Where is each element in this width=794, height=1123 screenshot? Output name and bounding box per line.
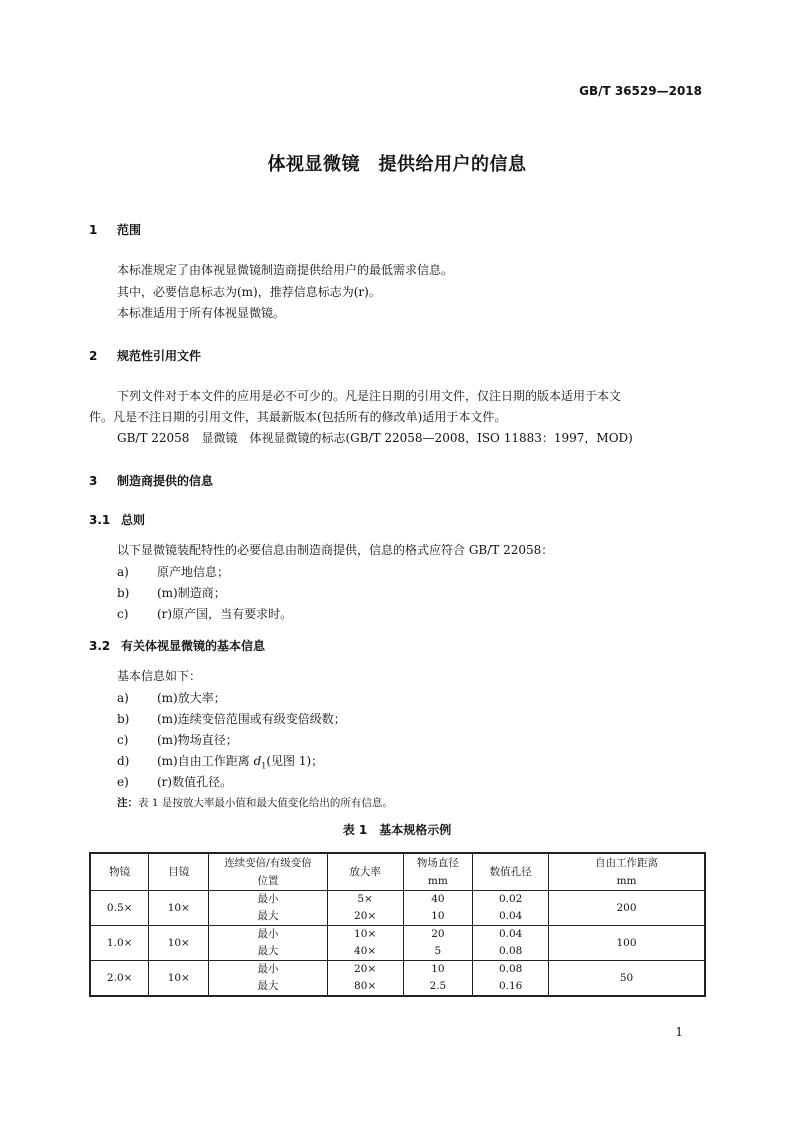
- header-field-diameter: [403, 853, 473, 891]
- list-item: [117, 752, 323, 770]
- cell-objective: 0.5×: [90, 891, 149, 926]
- cell-numerical-aperture: 0.16: [473, 978, 549, 996]
- cell-objective: 2.0×: [90, 961, 149, 997]
- table-row: [90, 926, 705, 944]
- cell-magnification: 5×: [327, 891, 403, 909]
- section-title: 规范性引用文件: [117, 349, 202, 363]
- cell-working-distance: 200: [549, 891, 705, 926]
- header-unit: mm: [427, 875, 448, 887]
- section-title: 范围: [117, 223, 142, 237]
- cell-working-distance: 100: [549, 926, 705, 961]
- cell-field-diameter: 10: [403, 961, 473, 979]
- table-row: [90, 961, 705, 979]
- paragraph: 以下显微镜装配特性的必要信息由制造商提供，信息的格式应符合 GB/T 22058：: [117, 543, 554, 557]
- list-marker: c): [117, 733, 129, 747]
- cell-position: 最小: [209, 891, 328, 909]
- cell-numerical-aperture: 0.04: [473, 926, 549, 944]
- normative-reference: GB/T 22058 显微镜 体视显微镜的标志(GB/T 22058—2008，ISO 11883：1997，MOD): [117, 431, 633, 445]
- cell-position: 最大: [209, 908, 328, 926]
- paragraph: 基本信息如下：: [117, 669, 202, 683]
- list-text: (m)连续变倍范围或有级变倍级数；: [157, 712, 346, 726]
- list-item: [117, 773, 232, 790]
- symbol-subscript: 1: [261, 761, 267, 771]
- list-text-suffix: (见图 1)；: [266, 754, 324, 768]
- list-marker: e): [117, 775, 129, 789]
- cell-position: 最大: [209, 978, 328, 996]
- header-zoom-position: [209, 853, 328, 891]
- subsection-3-1-heading: [89, 511, 145, 528]
- header-working-distance: [549, 853, 705, 891]
- cell-field-diameter: 2.5: [403, 978, 473, 996]
- note-label: 注：: [117, 797, 138, 809]
- table-header-row: [90, 853, 705, 891]
- section-title: 总则: [121, 513, 146, 527]
- spec-table: [89, 852, 706, 997]
- section-number: 3.1: [89, 513, 111, 527]
- table-row: [90, 891, 705, 909]
- cell-field-diameter: 40: [403, 891, 473, 909]
- list-text: (m)自由工作距离: [157, 754, 254, 768]
- cell-numerical-aperture: 0.04: [473, 908, 549, 926]
- paragraph: 本标准规定了由体视显微镜制造商提供给用户的最低需求信息。: [117, 263, 454, 277]
- list-marker: d): [117, 754, 130, 768]
- header-text: 位置: [257, 875, 279, 887]
- section-title: 有关体视显微镜的基本信息: [121, 639, 266, 653]
- cell-numerical-aperture: 0.08: [473, 961, 549, 979]
- list-text: 原产地信息；: [157, 565, 230, 579]
- cell-field-diameter: 10: [403, 908, 473, 926]
- cell-eyepiece: 10×: [149, 926, 209, 961]
- list-item: [117, 563, 229, 580]
- list-text: (r)数值孔径。: [157, 775, 233, 789]
- header-numerical-aperture: 数值孔径: [473, 853, 549, 891]
- section-title: 制造商提供的信息: [117, 474, 214, 488]
- paragraph: 本标准适用于所有体视显微镜。: [117, 306, 286, 320]
- list-text: (m)物场直径；: [157, 733, 238, 747]
- cell-position: 最小: [209, 961, 328, 979]
- page-number: 1: [675, 1025, 683, 1039]
- list-marker: c): [117, 607, 129, 621]
- note: [117, 795, 393, 810]
- cell-numerical-aperture: 0.02: [473, 891, 549, 909]
- table-caption: 表 1 基本规格示例: [342, 823, 452, 837]
- header-objective: 物镜: [90, 853, 149, 891]
- header-magnification: 放大率: [327, 853, 403, 891]
- paragraph: 下列文件对于本文件的应用是必不可少的。凡是注日期的引用文件，仅注日期的版本适用于本文: [117, 389, 622, 403]
- cell-eyepiece: 10×: [149, 961, 209, 997]
- cell-eyepiece: 10×: [149, 891, 209, 926]
- symbol-d: d: [253, 754, 262, 768]
- cell-position: 最小: [209, 926, 328, 944]
- list-item: [117, 605, 292, 622]
- list-marker: a): [117, 565, 129, 579]
- list-marker: a): [117, 691, 129, 705]
- cell-magnification: 10×: [327, 926, 403, 944]
- section-3-heading: [89, 472, 213, 489]
- section-number: 2: [89, 349, 98, 363]
- list-item: [117, 710, 346, 727]
- list-item: [117, 584, 226, 601]
- cell-magnification: 80×: [327, 978, 403, 996]
- cell-field-diameter: 20: [403, 926, 473, 944]
- standard-number: GB/T 36529—2018: [579, 84, 702, 98]
- header-eyepiece: 目镜: [149, 853, 209, 891]
- list-item: [117, 731, 238, 748]
- subsection-3-2-heading: [89, 637, 265, 654]
- note-text: 表 1 是按放大率最小值和最大值变化给出的所有信息。: [138, 797, 393, 809]
- cell-magnification: 40×: [327, 943, 403, 961]
- section-number: 1: [89, 223, 98, 237]
- cell-objective: 1.0×: [90, 926, 149, 961]
- header-text: 连续变倍/有级变倍: [224, 857, 312, 869]
- section-2-heading: [89, 347, 201, 364]
- cell-numerical-aperture: 0.08: [473, 943, 549, 961]
- paragraph: 件。凡是不注日期的引用文件，其最新版本(包括所有的修改单)适用于本文件。: [89, 410, 507, 424]
- cell-magnification: 20×: [327, 908, 403, 926]
- section-1-heading: [89, 221, 141, 238]
- cell-working-distance: 50: [549, 961, 705, 997]
- list-marker: b): [117, 586, 130, 600]
- section-number: 3: [89, 474, 98, 488]
- list-marker: b): [117, 712, 130, 726]
- header-text: 物场直径: [416, 857, 459, 869]
- section-number: 3.2: [89, 639, 111, 653]
- document-title: 体视显微镜 提供给用户的信息: [267, 154, 527, 175]
- list-text: (m)放大率；: [157, 691, 226, 705]
- paragraph: 其中，必要信息标志为(m)，推荐信息标志为(r)。: [117, 285, 381, 299]
- list-text: (r)原产国，当有要求时。: [157, 607, 293, 621]
- cell-field-diameter: 5: [403, 943, 473, 961]
- header-text: 自由工作距离: [595, 857, 659, 869]
- cell-position: 最大: [209, 943, 328, 961]
- cell-magnification: 20×: [327, 961, 403, 979]
- header-unit: mm: [616, 875, 637, 887]
- list-text: (m)制造商；: [157, 586, 226, 600]
- list-item: [117, 689, 226, 706]
